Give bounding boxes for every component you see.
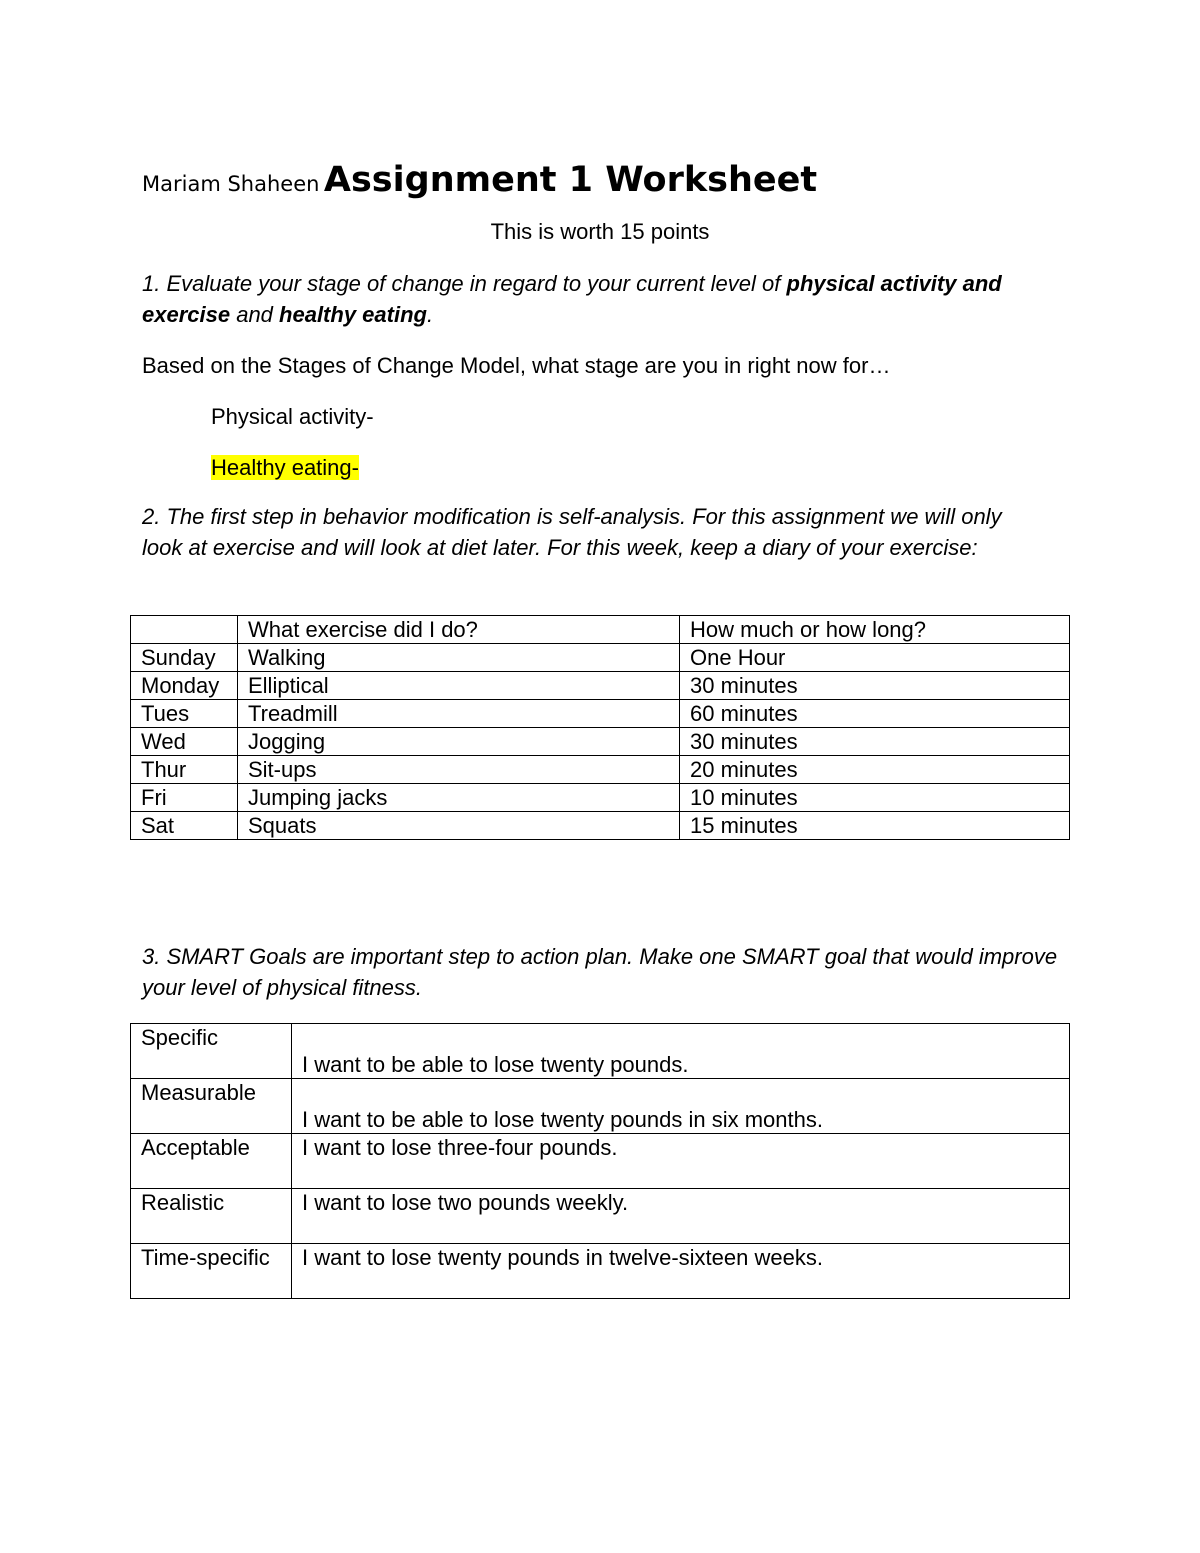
healthy-eating-highlight: Healthy eating-	[211, 455, 359, 480]
question-1-middle: and	[230, 302, 280, 327]
healthy-eating-label	[211, 452, 359, 483]
smart-label-cell: Time-specific	[131, 1244, 292, 1299]
smart-label-cell: Acceptable	[131, 1134, 292, 1189]
question-1-bold-activity: physical activity and exercise	[142, 271, 1002, 327]
question-1-prefix: 1. Evaluate your stage of change in regard to your current level of	[142, 271, 787, 296]
duration-cell: 15 minutes	[680, 812, 1070, 840]
table-row	[131, 1134, 1070, 1189]
day-cell: Thur	[131, 756, 238, 784]
header-cell: How much or how long?	[680, 616, 1070, 644]
exercise-cell: Squats	[238, 812, 680, 840]
smart-goal-text: I want to be able to lose twenty pounds in six months.	[302, 1107, 823, 1132]
duration-cell: 60 minutes	[680, 700, 1070, 728]
duration-cell: One Hour	[680, 644, 1070, 672]
table-row	[131, 784, 1070, 812]
question-1-suffix: .	[426, 302, 434, 327]
smart-label-cell: Measurable	[131, 1079, 292, 1134]
smart-goal-cell	[292, 1024, 1070, 1079]
question-3: 3. SMART Goals are important step to action plan. Make one SMART goal that would improve your level of physical fitness.	[142, 944, 1058, 1000]
question-2: 2. The first step in behavior modification is self-analysis. For this assignment we will only look at exercise and will look at diet later. For this week, keep a diary of your exercise:	[142, 504, 1002, 560]
table-row	[131, 672, 1070, 700]
day-cell: Sunday	[131, 644, 238, 672]
duration-cell: 10 minutes	[680, 784, 1070, 812]
title-line	[142, 160, 817, 200]
header-cell: What exercise did I do?	[238, 616, 680, 644]
smart-label-cell: Specific	[131, 1024, 292, 1079]
author-name: Mariam Shaheen	[142, 172, 320, 196]
table-row	[131, 756, 1070, 784]
day-cell: Wed	[131, 728, 238, 756]
smart-goal-text: I want to be able to lose twenty pounds.	[302, 1052, 689, 1077]
table-row	[131, 1024, 1070, 1079]
exercise-cell: Jogging	[238, 728, 680, 756]
duration-cell: 30 minutes	[680, 728, 1070, 756]
table-row	[131, 1189, 1070, 1244]
day-cell: Fri	[131, 784, 238, 812]
exercise-cell: Elliptical	[238, 672, 680, 700]
table-row	[131, 812, 1070, 840]
exercise-cell: Walking	[238, 644, 680, 672]
smart-goal-cell: I want to lose twenty pounds in twelve-sixteen weeks.	[292, 1244, 1070, 1299]
exercise-cell: Treadmill	[238, 700, 680, 728]
header-cell	[131, 616, 238, 644]
day-cell: Monday	[131, 672, 238, 700]
table-header-row	[131, 616, 1070, 644]
smart-goal-cell	[292, 1079, 1070, 1134]
duration-cell: 20 minutes	[680, 756, 1070, 784]
duration-cell: 30 minutes	[680, 672, 1070, 700]
points-subtitle: This is worth 15 points	[490, 219, 710, 244]
smart-label-cell: Realistic	[131, 1189, 292, 1244]
table-row	[131, 1244, 1070, 1299]
table-row	[131, 700, 1070, 728]
question-1	[142, 268, 1042, 330]
exercise-diary-table	[130, 615, 1070, 840]
stages-intro: Based on the Stages of Change Model, what stage are you in right now for…	[142, 353, 891, 378]
exercise-cell: Jumping jacks	[238, 784, 680, 812]
table-row	[131, 728, 1070, 756]
table-row	[131, 1079, 1070, 1134]
physical-activity-label: Physical activity-	[211, 404, 374, 429]
table-row	[131, 644, 1070, 672]
smart-goal-cell: I want to lose two pounds weekly.	[292, 1189, 1070, 1244]
question-1-bold-eating: healthy eating	[279, 302, 427, 327]
day-cell: Sat	[131, 812, 238, 840]
exercise-cell: Sit-ups	[238, 756, 680, 784]
smart-goal-cell: I want to lose three-four pounds.	[292, 1134, 1070, 1189]
day-cell: Tues	[131, 700, 238, 728]
document-title: Assignment 1 Worksheet	[323, 160, 818, 200]
smart-goals-table	[130, 1023, 1070, 1299]
